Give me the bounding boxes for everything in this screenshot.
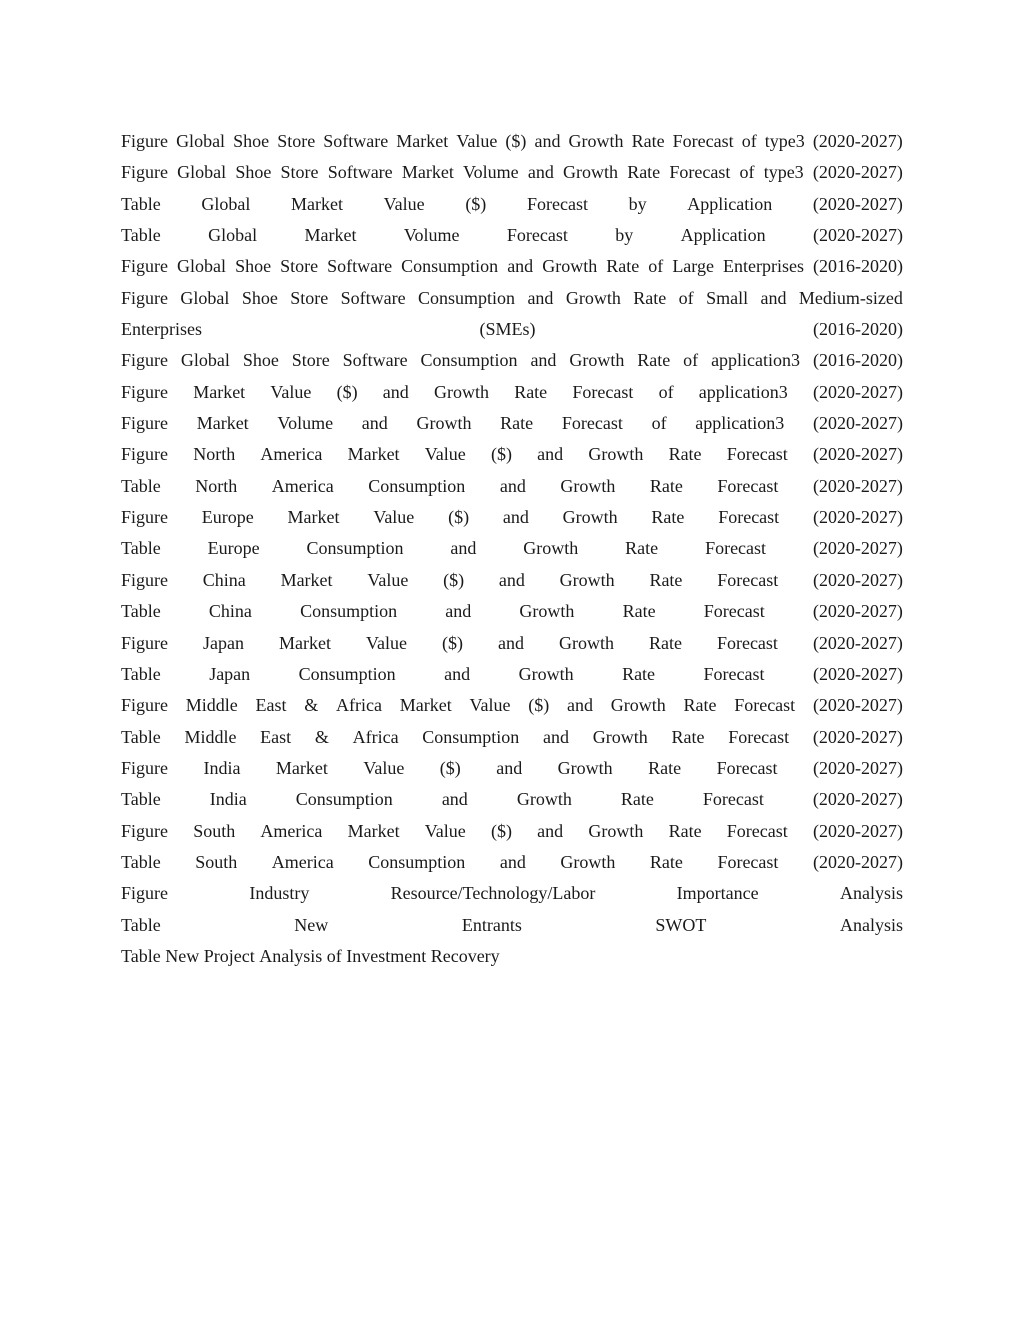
entry-word: Market — [287, 507, 340, 528]
entry-word: Consumption — [298, 663, 396, 684]
entry-word: and — [537, 444, 564, 465]
entry-word: Growth — [588, 820, 644, 841]
entry-word: and — [566, 695, 593, 716]
entry-word: (2020-2027) — [812, 851, 903, 872]
entry-word: Growth — [523, 538, 579, 559]
entry-word: Table — [121, 663, 161, 684]
entry-word: Europe — [207, 538, 260, 559]
entry-word: (2020-2027) — [813, 757, 903, 778]
list-item — [121, 502, 903, 533]
entry-word: and — [441, 789, 468, 810]
entry-word: Figure — [121, 444, 168, 465]
entry-word: Rate — [633, 287, 667, 308]
entry-word: (2020-2027) — [812, 131, 903, 151]
entry-word: Analysis — [259, 945, 323, 966]
entry-word: ($) — [443, 569, 465, 590]
entry-word: Table — [121, 601, 161, 622]
list-item — [121, 596, 903, 627]
entry-word: (2020-2027) — [812, 413, 903, 434]
entry-word: and — [496, 757, 523, 778]
entry-word: Rate — [651, 507, 685, 528]
entry-word: Forecast — [561, 413, 623, 434]
entry-word: Forecast — [716, 757, 778, 778]
entry-word: Forecast — [718, 507, 780, 528]
entry-word: Forecast — [506, 225, 568, 246]
entry-word: Africa — [352, 726, 399, 747]
entry-word: Value — [367, 569, 409, 590]
entry-word: Figure — [121, 256, 168, 277]
entry-word: Figure — [121, 757, 168, 778]
entry-word: ($) — [441, 632, 463, 653]
entry-word: North — [193, 444, 236, 465]
list-item — [121, 941, 903, 972]
entry-word: Growth — [518, 663, 574, 684]
entry-word: Figure — [121, 162, 168, 183]
entry-word: Growth — [569, 350, 625, 371]
entry-word: of — [739, 162, 755, 183]
entry-word: Figure — [121, 695, 168, 716]
list-item — [121, 157, 903, 188]
entry-word: Rate — [671, 726, 705, 747]
entry-word: Volume — [403, 225, 460, 246]
entry-word: Consumption — [368, 475, 466, 496]
entry-word: Shoe — [233, 131, 270, 151]
entry-word: and — [502, 507, 529, 528]
entry-word: Table — [121, 193, 161, 214]
entry-word: Store — [290, 287, 329, 308]
entry-word: Importance — [676, 883, 759, 904]
entry-word: Forecast — [734, 695, 796, 716]
entry-word: Forecast — [717, 475, 779, 496]
entry-word: Volume — [277, 413, 334, 434]
entry-word: (2020-2027) — [812, 475, 903, 496]
entry-word: China — [208, 601, 252, 622]
entry-word: (2016-2020) — [812, 350, 903, 371]
entry-word: Rate — [649, 569, 683, 590]
entry-word: ($) — [490, 820, 512, 841]
entry-word: Market — [347, 444, 400, 465]
entry-word: Value — [456, 131, 498, 151]
entry-word: Rate — [631, 131, 665, 151]
entry-word: Analysis — [839, 914, 903, 935]
entry-word: Japan — [203, 632, 244, 653]
entry-word: Growth — [588, 444, 644, 465]
list-item — [121, 878, 903, 909]
entry-word: of — [648, 256, 664, 277]
entry-word: Consumption — [422, 726, 520, 747]
entry-word: Rate — [649, 475, 683, 496]
entry-word: type3 — [764, 131, 805, 151]
entry-word: and — [361, 413, 388, 434]
entry-word: Rate — [620, 789, 654, 810]
entry-word: Middle — [185, 695, 238, 716]
entry-word: Consumption — [401, 256, 499, 277]
entry-word: and — [537, 820, 564, 841]
list-item — [121, 126, 903, 157]
entry-word: (2020-2027) — [812, 601, 903, 622]
entry-word: (2020-2027) — [812, 538, 903, 559]
entry-word: North — [195, 475, 238, 496]
entry-word: South — [193, 820, 236, 841]
entry-word: Market — [280, 569, 333, 590]
entry-word: Value — [383, 193, 425, 214]
entry-word: Rate — [622, 663, 656, 684]
entry-word: Analysis — [839, 883, 903, 904]
entry-word: ($) — [528, 695, 550, 716]
entry-word: application3 — [695, 413, 785, 434]
entry-word: ($) — [505, 131, 527, 151]
entry-word: Growth — [610, 695, 666, 716]
entry-word: Forecast — [702, 789, 764, 810]
entry-word: Figure — [121, 381, 168, 402]
list-item — [121, 910, 903, 941]
entry-word: ($) — [336, 381, 358, 402]
entry-word: Growth — [519, 601, 575, 622]
entry-word: Rate — [606, 256, 640, 277]
entry-word: America — [260, 444, 323, 465]
entry-word: New — [165, 945, 200, 966]
entry-word: Application — [680, 225, 766, 246]
list-item — [121, 628, 903, 659]
entry-word: Forecast — [705, 538, 767, 559]
entry-word: Market — [278, 632, 331, 653]
entry-word: Rate — [622, 601, 656, 622]
list-item — [121, 565, 903, 596]
entry-word: (2020-2027) — [812, 381, 903, 402]
entry-word: Software — [327, 256, 393, 277]
entry-word: Table — [121, 225, 161, 246]
entry-word: ($) — [490, 444, 512, 465]
entry-word: Growth — [558, 632, 614, 653]
entry-word: application3 — [698, 381, 788, 402]
entry-word: America — [271, 851, 334, 872]
entry-word: Global — [180, 287, 230, 308]
entry-word: Store — [280, 256, 319, 277]
entry-word: Global — [177, 162, 227, 183]
entry-word: Market — [401, 162, 454, 183]
entry-word: by — [615, 225, 634, 246]
entry-word: Table — [121, 538, 161, 559]
entry-word: Consumption — [418, 287, 516, 308]
entry-word: of — [678, 287, 694, 308]
entry-word: Consumption — [300, 601, 398, 622]
entry-word: East — [255, 695, 287, 716]
entry-word: Store — [280, 162, 319, 183]
entry-word: and — [450, 538, 477, 559]
entry-word: Forecast — [672, 131, 734, 151]
list-item — [121, 816, 903, 847]
entry-word: SWOT — [655, 914, 707, 935]
list-item — [121, 439, 903, 470]
entry-word: Rate — [625, 538, 659, 559]
entry-word: Software — [340, 287, 406, 308]
list-item — [121, 345, 903, 376]
entry-word: Table — [121, 914, 161, 935]
entry-word: America — [260, 820, 323, 841]
entry-word: Global — [177, 256, 227, 277]
entry-word: Growth — [563, 162, 619, 183]
entry-word: Consumption — [420, 350, 518, 371]
entry-word: Market — [196, 413, 249, 434]
list-item — [121, 533, 903, 564]
entry-word: Shoe — [235, 162, 272, 183]
entry-word: Value — [424, 444, 466, 465]
entry-word: and — [497, 632, 524, 653]
entry-word: East — [260, 726, 292, 747]
entry-word: Software — [327, 162, 393, 183]
entry-word: (2016-2020) — [813, 256, 903, 277]
entry-word: Market — [347, 820, 400, 841]
entry-word: (2020-2027) — [812, 695, 903, 716]
entry-word: Figure — [121, 632, 168, 653]
entry-word: Growth — [516, 789, 572, 810]
list-item — [121, 753, 903, 784]
entry-word: (2020-2027) — [812, 726, 903, 747]
entry-word: Shoe — [235, 256, 272, 277]
entry-word: of — [658, 381, 674, 402]
entry-word: of — [326, 945, 342, 966]
entry-word: Resource/Technology/Labor — [390, 883, 596, 904]
entry-word: Forecast — [703, 663, 765, 684]
entry-word: Growth — [565, 287, 621, 308]
entry-word: Rate — [648, 757, 682, 778]
entry-word: of — [683, 350, 699, 371]
entry-word: (2020-2027) — [812, 789, 903, 810]
entry-word: China — [202, 569, 246, 590]
entry-word: (2020-2027) — [812, 569, 903, 590]
entry-word: Forecast — [728, 726, 790, 747]
entry-word: Table — [121, 789, 161, 810]
entry-word: Investment — [346, 945, 427, 966]
list-item — [121, 314, 903, 345]
entry-word: Software — [342, 350, 408, 371]
entry-word: Market — [304, 225, 357, 246]
entry-word: and — [445, 601, 472, 622]
entry-word: Table — [121, 851, 161, 872]
entry-word: Project — [203, 945, 255, 966]
entry-word: Rate — [668, 444, 702, 465]
entry-word: Forecast — [717, 851, 779, 872]
entry-word: & — [304, 695, 319, 716]
entry-word: & — [314, 726, 329, 747]
entry-word: India — [203, 757, 241, 778]
entry-word: Africa — [336, 695, 382, 716]
entry-word: ($) — [448, 507, 470, 528]
entry-word: Rate — [500, 413, 534, 434]
entry-word: Store — [277, 131, 316, 151]
entry-word: Consumption — [306, 538, 404, 559]
entry-word: Enterprises — [121, 319, 202, 340]
entry-word: Rate — [683, 695, 717, 716]
entry-word: Growth — [557, 757, 613, 778]
list-of-figures-and-tables — [121, 126, 903, 972]
entry-word: Growth — [433, 381, 489, 402]
entry-word: Forecast — [669, 162, 731, 183]
entry-word: Global — [180, 350, 230, 371]
list-item — [121, 251, 903, 282]
entry-word: application3 — [711, 350, 801, 371]
entry-word: Japan — [209, 663, 251, 684]
entry-word: ($) — [465, 193, 487, 214]
entry-word: and — [527, 162, 554, 183]
entry-word: Growth — [592, 726, 648, 747]
entry-word: and — [499, 851, 526, 872]
entry-word: Value — [373, 507, 415, 528]
entry-word: Figure — [121, 883, 168, 904]
entry-word: Forecast — [726, 444, 788, 465]
entry-word: (2016-2020) — [813, 319, 903, 340]
entry-word: America — [271, 475, 334, 496]
entry-word: Forecast — [526, 193, 588, 214]
entry-word: Enterprises — [723, 256, 804, 277]
entry-word: Rate — [514, 381, 548, 402]
list-item — [121, 847, 903, 878]
entry-word: Figure — [121, 413, 168, 434]
entry-word: South — [195, 851, 238, 872]
entry-word: (2020-2027) — [812, 225, 903, 246]
entry-word: Industry — [249, 883, 310, 904]
entry-word: type3 — [763, 162, 804, 183]
entry-word: Store — [291, 350, 330, 371]
list-item — [121, 408, 903, 439]
entry-word: Market — [399, 695, 452, 716]
entry-word: of — [651, 413, 667, 434]
entry-word: Value — [365, 632, 407, 653]
entry-word: Consumption — [295, 789, 393, 810]
entry-word: Figure — [121, 507, 168, 528]
entry-word: Value — [363, 757, 405, 778]
entry-word: of — [741, 131, 757, 151]
entry-word: Forecast — [717, 569, 779, 590]
list-item — [121, 784, 903, 815]
entry-word: (2020-2027) — [812, 162, 903, 183]
entry-word: and — [534, 131, 561, 151]
list-item — [121, 690, 903, 721]
entry-word: (2020-2027) — [812, 820, 903, 841]
entry-word: by — [628, 193, 647, 214]
entry-word: Forecast — [726, 820, 788, 841]
entry-word: Table — [121, 475, 161, 496]
entry-word: Growth — [560, 475, 616, 496]
entry-word: and — [530, 350, 557, 371]
list-item — [121, 189, 903, 220]
entry-word: Table — [121, 945, 161, 966]
entry-word: Global — [201, 193, 251, 214]
entry-word: and — [760, 287, 787, 308]
list-item — [121, 471, 903, 502]
entry-word: Forecast — [716, 632, 778, 653]
entry-word: Rate — [649, 851, 683, 872]
list-item — [121, 659, 903, 690]
entry-word: Table — [121, 726, 161, 747]
entry-word: Small — [706, 287, 749, 308]
entry-word: Market — [193, 381, 246, 402]
entry-word: Shoe — [242, 350, 279, 371]
entry-word: and — [444, 663, 471, 684]
entry-word: Forecast — [703, 601, 765, 622]
entry-word: Figure — [121, 569, 168, 590]
entry-word: and — [499, 475, 526, 496]
entry-word: Consumption — [368, 851, 466, 872]
entry-word: New — [294, 914, 329, 935]
entry-word: India — [209, 789, 247, 810]
entry-word: Global — [176, 131, 226, 151]
entry-word: Growth — [416, 413, 472, 434]
entry-word: (2020-2027) — [812, 444, 903, 465]
list-item — [121, 722, 903, 753]
entry-word: Global — [208, 225, 258, 246]
entry-word: (2020-2027) — [812, 507, 903, 528]
entry-word: ($) — [439, 757, 461, 778]
entry-word: Entrants — [461, 914, 522, 935]
entry-word: Market — [291, 193, 344, 214]
entry-word: and — [543, 726, 570, 747]
entry-word: (2020-2027) — [812, 663, 903, 684]
entry-word: Rate — [668, 820, 702, 841]
entry-word: Medium-sized — [798, 287, 903, 308]
entry-word: Shoe — [241, 287, 278, 308]
entry-word: Large — [672, 256, 714, 277]
entry-word: Growth — [542, 256, 598, 277]
entry-word: (SMEs) — [479, 319, 536, 340]
entry-word: Rate — [637, 350, 671, 371]
entry-word: Value — [424, 820, 466, 841]
entry-word: Figure — [121, 287, 168, 308]
entry-word: Figure — [121, 350, 168, 371]
entry-word: and — [382, 381, 409, 402]
entry-word: Forecast — [572, 381, 634, 402]
entry-word: Growth — [562, 507, 618, 528]
entry-word: Figure — [121, 131, 168, 151]
list-item — [121, 377, 903, 408]
entry-word: and — [507, 256, 534, 277]
entry-word: Middle — [184, 726, 237, 747]
entry-word: Software — [323, 131, 389, 151]
list-item — [121, 220, 903, 251]
entry-word: Rate — [627, 162, 661, 183]
entry-word: Recovery — [430, 945, 500, 966]
entry-word: Growth — [568, 131, 624, 151]
entry-word: and — [527, 287, 554, 308]
entry-word: Volume — [463, 162, 519, 183]
entry-word: Figure — [121, 820, 168, 841]
entry-word: Europe — [201, 507, 254, 528]
entry-word: Growth — [559, 569, 615, 590]
list-item — [121, 283, 903, 314]
entry-word: Application — [687, 193, 773, 214]
entry-word: (2020-2027) — [812, 632, 903, 653]
entry-word: Growth — [560, 851, 616, 872]
entry-word: Rate — [648, 632, 682, 653]
entry-word: Value — [270, 381, 312, 402]
entry-word: (2020-2027) — [812, 193, 903, 214]
entry-word: Market — [396, 131, 449, 151]
entry-word: Market — [275, 757, 328, 778]
entry-word: Value — [469, 695, 511, 716]
entry-word: and — [498, 569, 525, 590]
